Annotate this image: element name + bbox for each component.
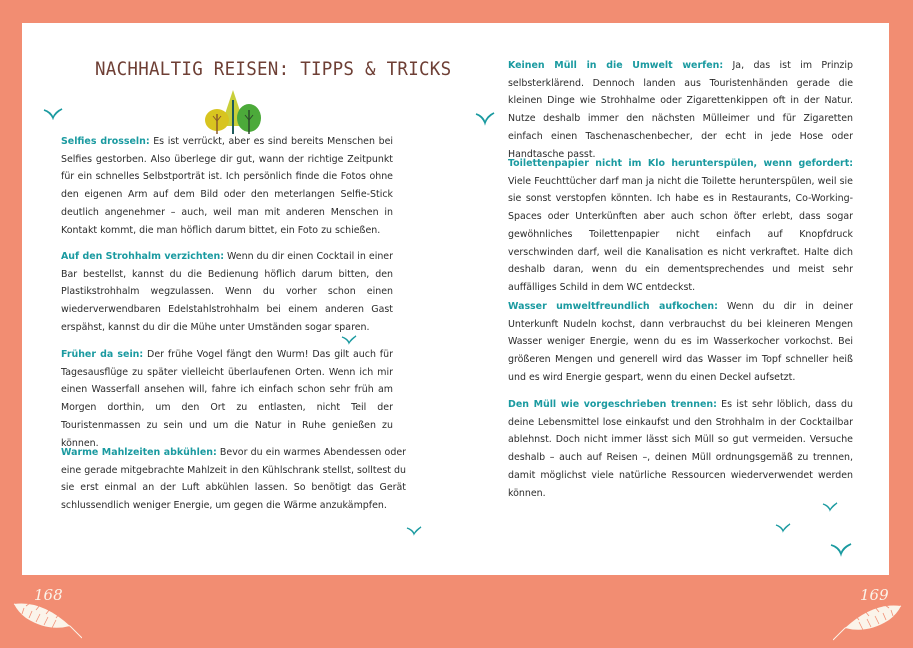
leaf-icon xyxy=(12,600,82,642)
tip-heading: Den Müll wie vorgeschrieben trennen: xyxy=(508,399,717,410)
bird-icon xyxy=(406,526,422,536)
bird-icon xyxy=(775,523,791,533)
tip-heading: Toilettenpapier nicht im Klo herunterspülen, wenn gefordert: xyxy=(508,158,853,169)
tip-text: Bevor du ein warmes Abendessen oder eine gerade mitgebrachte Mahlzeit in den Kühlschrank stellst, solltest du sie erst einmal an der Luft abkühlen lassen. So benötigt das Gerät schlussendlich weniger Energie, um gegen die Wärme anzukämpfen. xyxy=(61,447,407,512)
bird-icon xyxy=(830,543,852,557)
tip-heading: Keinen Müll in die Umwelt werfen: xyxy=(508,60,724,71)
bird-icon xyxy=(43,108,63,120)
tip-heading: Früher da sein: xyxy=(61,349,144,360)
bird-icon xyxy=(822,502,838,512)
page-title: NACHHALTIG REISEN: TIPPS & TRICKS xyxy=(95,58,452,80)
tip-text: Der frühe Vogel fängt den Wurm! Das gilt auch für Tagesausflüge zu später vielleicht überlaufenen Orten. Wenn ich mir einen Wasserfall ansehen will, fahre ich einfach schon sehr früh am Morgen dorthin, um den Ort zu entlasten, nicht Teil der Touristenmassen zu sein und um die Natur in Ruhe genießen zu können. xyxy=(61,349,393,449)
tip-paragraph xyxy=(508,155,853,297)
tip-paragraph xyxy=(61,248,393,337)
tip-heading: Warme Mahlzeiten abkühlen: xyxy=(61,447,217,458)
tip-heading: Selfies drosseln: xyxy=(61,136,150,147)
tip-heading: Wasser umweltfreundlich aufkochen: xyxy=(508,301,718,312)
tip-heading: Auf den Strohhalm verzichten: xyxy=(61,251,224,262)
leaf-icon xyxy=(833,602,903,644)
tip-paragraph xyxy=(508,298,853,387)
bird-icon xyxy=(475,112,495,126)
tip-text: Viele Feuchttücher darf man ja nicht die Toilette herunterspülen, weil sie sie sonst verstopfen könnten. Ich habe es in Restaurants, Co-Working-Spaces oder Unterkünften aber auch schon öfter erlebt, dass sogar gewöhnliches Toilettenpapier nicht einfach auf Knopfdruck verschwinden darf, weil die Kanalisation es nicht verkraftet. Halte dich deshalb daran, wenn du ein dementsprechendes und meist sehr auffälliges Schild in dem WC entdeckst. xyxy=(508,175,853,293)
tip-paragraph xyxy=(61,346,393,452)
tip-paragraph xyxy=(61,133,393,239)
tip-paragraph xyxy=(508,57,853,163)
tip-text: Es ist sehr löblich, dass du deine Lebensmittel lose einkaufst und den Strohhalm in der Cocktailbar ablehnst. Doch nicht immer lässt sich Müll so gut vermeiden. Versuche deshalb – auch auf Reisen –, deinen Müll ordnungsgemäß zu trennen, damit möglichst viele natürliche Ressourcen wiederverwendet werden können. xyxy=(508,399,853,499)
tip-paragraph xyxy=(61,444,406,515)
tip-paragraph xyxy=(508,396,853,502)
tip-text: Wenn du dir in deiner Unterkunft Nudeln kochst, dann verbrauchst du bei kleineren Mengen Wasser weniger Energie, wenn du es im Wasserkocher vorkochst. Bei größeren Mengen und generell wird das Wasser im Topf schneller heiß und es wird Energie gespart, wenn du einen Deckel aufsetzt. xyxy=(508,301,854,383)
trees-icon xyxy=(203,88,263,136)
tip-text: Ja, das ist im Prinzip selbsterklärend. Dennoch landen aus Touristenhänden gerade die kleinen Dinge wie Strohhalme oder Zigarettenkippen oft in der Natur. Nutze deshalb immer den nächsten Mülleimer und für Zigaretten einfach einen Taschenaschenbecher, der echt in jede Hose oder Handtasche passt. xyxy=(508,60,853,160)
tip-text: Es ist verrückt, aber es sind bereits Menschen bei Selfies gestorben. Also überlege dir gut, wann der richtige Zeitpunkt für ein schnelles Selbstporträt ist. Ich persönlich finde die Fotos ohne den eigenen Arm auf dem Bild oder den meterlangen Selfie-Stick deutlich angenehmer – auch, weil man mit anderen Menschen in Kontakt kommt, die man höflich darum bittet, ein Foto zu schießen. xyxy=(61,136,393,236)
page-number-right: 169 xyxy=(860,586,889,604)
page-number-left: 168 xyxy=(34,586,63,604)
tip-text: Wenn du dir einen Cocktail in einer Bar bestellst, kannst du die Bedienung höflich darum bitten, den Plastikstrohhalm wegzulassen. Wenn du vorher schon einen wiederverwendbaren Edelstahlstrohhalm bei einem anderen Gast erspähst, kannst du dir die Mühe unter Umständen sogar sparen. xyxy=(61,251,393,333)
